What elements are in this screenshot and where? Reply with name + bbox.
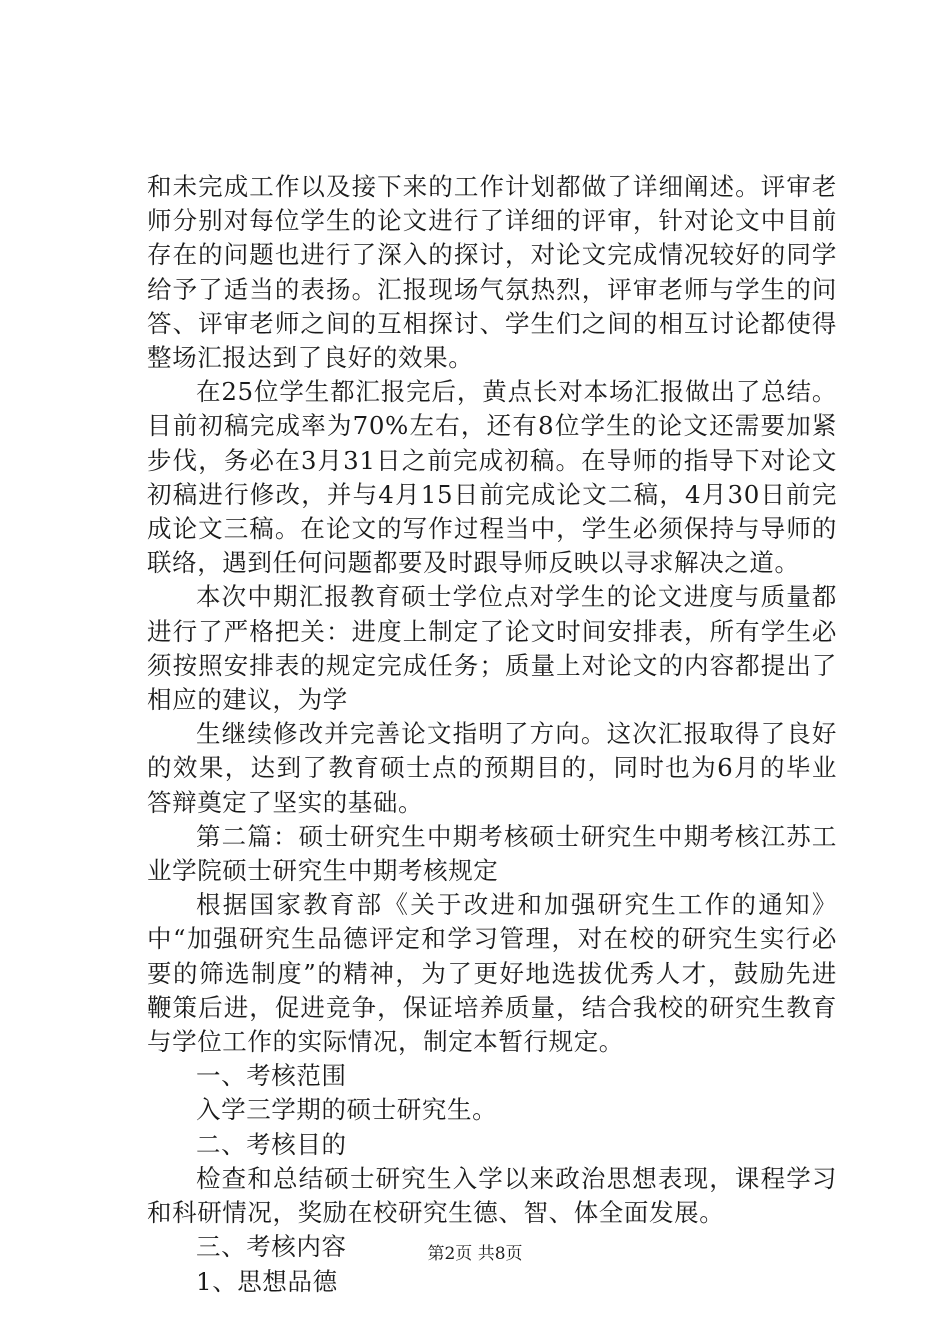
heading-scope: 一、考核范围 [196,1061,347,1091]
subheading-ideology: 1、思想品德 [196,1266,338,1296]
paragraph-3: 本次中期汇报教育硕士学位点对学生的论文进度与质量都进行了严格把关：进度上制定了论文时间安排表，所有学生必须按照安排表的规定完成任务；质量上对论文的内容都提出了相应的建议，为学 [147,582,837,715]
paragraph-5: 根据国家教育部《关于改进和加强研究生工作的通知》中“加强研究生品德评定和学习管理，对在校的研究生实行必要的筛选制度”的精神，为了更好地选拔优秀人才，鼓励先进鞭策后进，促进竞争，保证培养质量，结合我校的研究生教育与学位工作的实际情况，制定本暂行规定。 [147,890,837,1057]
heading-content: 三、考核内容 [196,1232,347,1262]
heading-purpose: 二、考核目的 [196,1129,347,1159]
page-footer: 第2页 共8页 [427,1244,523,1264]
paragraph-2: 在25位学生都汇报完后，黄点长对本场汇报做出了总结。目前初稿完成率为70%左右，还有8位学生的论文还需要加紧步伐，务必在3月31日之前完成初稿。在导师的指导下对论文初稿进行修改，并与4月15日前完成论文二稿，4月30日前完成论文三稿。在论文的写作过程当中，学生必须保持与导师的联络，遇到任何问题都要及时跟导师反映以寻求解决之道。 [147,377,837,578]
paragraph-scope: 入学三学期的硕士研究生。 [196,1095,498,1125]
section-title-part-two: 第二篇：硕士研究生中期考核硕士研究生中期考核江苏工业学院硕士研究生中期考核规定 [147,821,837,886]
paragraph-1: 和未完成工作以及接下来的工作计划都做了详细阐述。评审老师分别对每位学生的论文进行了详细的评审，针对论文中目前存在的问题也进行了深入的探讨，对论文完成情况较好的同学给予了适当的表扬。汇报现场气氛热烈，评审老师与学生的问答、评审老师之间的互相探讨、学生们之间的相互讨论都使得整场汇报达到了良好的效果。 [147,172,837,373]
paragraph-purpose: 检查和总结硕士研究生入学以来政治思想表现，课程学习和科研情况，奖励在校研究生德、智、体全面发展。 [147,1163,837,1228]
document-body [147,170,837,1299]
paragraph-4: 生继续修改并完善论文指明了方向。这次汇报取得了良好的效果，达到了教育硕士点的预期目的，同时也为6月的毕业答辩奠定了坚实的基础。 [147,719,837,817]
